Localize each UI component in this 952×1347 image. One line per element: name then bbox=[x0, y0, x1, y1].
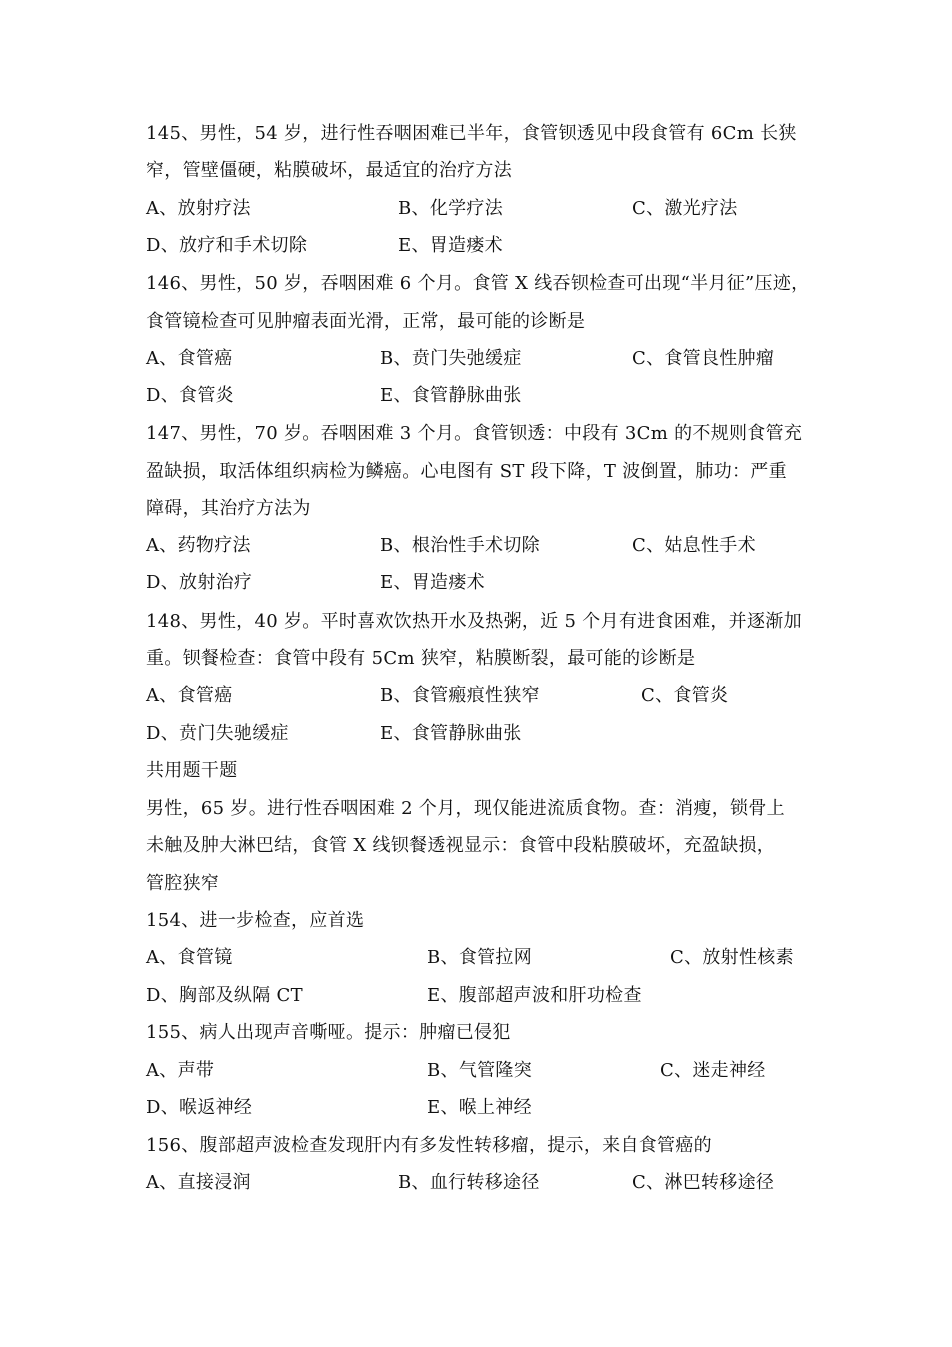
shared-stem-line-1: 男性，65 岁。进行性吞咽困难 2 个月，现仅能进流质食物。查：消瘦，锁骨上 bbox=[146, 798, 785, 819]
option-d[interactable]: D、放射治疗 bbox=[146, 572, 253, 593]
option-e[interactable]: E、食管静脉曲张 bbox=[380, 385, 522, 406]
question-146-stem-line-2: 食管镜检查可见肿瘤表面光滑，正常，最可能的诊断是 bbox=[146, 311, 586, 332]
question-148-stem-line-1: 148、男性，40 岁。平时喜欢饮热开水及热粥，近 5 个月有进食困难，并逐渐加 bbox=[146, 611, 802, 632]
shared-stem-heading: 共用题干题 bbox=[146, 760, 238, 781]
option-e[interactable]: E、胃造瘘术 bbox=[380, 572, 485, 593]
option-d[interactable]: D、放疗和手术切除 bbox=[146, 235, 308, 256]
option-c[interactable]: C、迷走神经 bbox=[660, 1060, 766, 1081]
option-b[interactable]: B、食管瘢痕性狭窄 bbox=[380, 685, 540, 706]
question-154-stem: 154、进一步检查，应首选 bbox=[146, 910, 365, 931]
option-e[interactable]: E、喉上神经 bbox=[427, 1097, 532, 1118]
option-a[interactable]: A、食管癌 bbox=[146, 348, 233, 369]
option-c[interactable]: C、食管良性肿瘤 bbox=[632, 348, 775, 369]
option-c[interactable]: C、姑息性手术 bbox=[632, 535, 756, 556]
option-d[interactable]: D、喉返神经 bbox=[146, 1097, 253, 1118]
option-a[interactable]: A、声带 bbox=[146, 1060, 215, 1081]
option-d[interactable]: D、食管炎 bbox=[146, 385, 234, 406]
question-145-stem-line-1: 145、男性，54 岁，进行性吞咽困难已半年，食管钡透见中段食管有 6Cm 长狭 bbox=[146, 123, 797, 144]
question-146-stem-line-1: 146、男性，50 岁，吞咽困难 6 个月。食管 X 线吞钡检查可出现“半月征”压迹， bbox=[146, 273, 810, 294]
option-a[interactable]: A、食管癌 bbox=[146, 685, 233, 706]
option-d[interactable]: D、贲门失驰缓症 bbox=[146, 723, 289, 744]
option-d[interactable]: D、胸部及纵隔 CT bbox=[146, 985, 303, 1006]
option-e[interactable]: E、腹部超声波和肝功检查 bbox=[427, 985, 642, 1006]
option-b[interactable]: B、食管拉网 bbox=[427, 947, 533, 968]
option-c[interactable]: C、放射性核素 bbox=[670, 947, 794, 968]
question-148-stem-line-2: 重。钡餐检查：食管中段有 5Cm 狭窄，粘膜断裂，最可能的诊断是 bbox=[146, 648, 696, 669]
option-a[interactable]: A、食管镜 bbox=[146, 947, 233, 968]
option-b[interactable]: B、贲门失弛缓症 bbox=[380, 348, 522, 369]
option-a[interactable]: A、药物疗法 bbox=[146, 535, 251, 556]
question-145-stem-line-2: 窄，管壁僵硬，粘膜破坏，最适宜的治疗方法 bbox=[146, 160, 512, 181]
question-147-stem-line-2: 盈缺损，取活体组织病检为鳞癌。心电图有 ST 段下降，T 波倒置，肺功：严重 bbox=[146, 461, 787, 482]
option-e[interactable]: E、胃造瘘术 bbox=[398, 235, 503, 256]
option-b[interactable]: B、化学疗法 bbox=[398, 198, 504, 219]
question-156-stem: 156、腹部超声波检查发现肝内有多发性转移瘤，提示，来自食管癌的 bbox=[146, 1135, 712, 1156]
option-c[interactable]: C、激光疗法 bbox=[632, 198, 738, 219]
question-147-stem-line-3: 障碍，其治疗方法为 bbox=[146, 498, 311, 519]
question-155-stem: 155、病人出现声音嘶哑。提示：肿瘤已侵犯 bbox=[146, 1022, 511, 1043]
shared-stem-line-3: 管腔狭窄 bbox=[146, 873, 220, 894]
option-c[interactable]: C、淋巴转移途径 bbox=[632, 1172, 775, 1193]
option-e[interactable]: E、食管静脉曲张 bbox=[380, 723, 522, 744]
option-b[interactable]: B、气管隆突 bbox=[427, 1060, 533, 1081]
option-b[interactable]: B、血行转移途径 bbox=[398, 1172, 540, 1193]
option-b[interactable]: B、根治性手术切除 bbox=[380, 535, 540, 556]
question-147-stem-line-1: 147、男性，70 岁。吞咽困难 3 个月。食管钡透：中段有 3Cm 的不规则食管充 bbox=[146, 423, 803, 444]
option-a[interactable]: A、放射疗法 bbox=[146, 198, 251, 219]
option-c[interactable]: C、食管炎 bbox=[641, 685, 729, 706]
shared-stem-line-2: 未触及肿大淋巴结，食管 X 线钡餐透视显示：食管中段粘膜破坏，充盈缺损， bbox=[146, 835, 776, 856]
option-a[interactable]: A、直接浸润 bbox=[146, 1172, 251, 1193]
